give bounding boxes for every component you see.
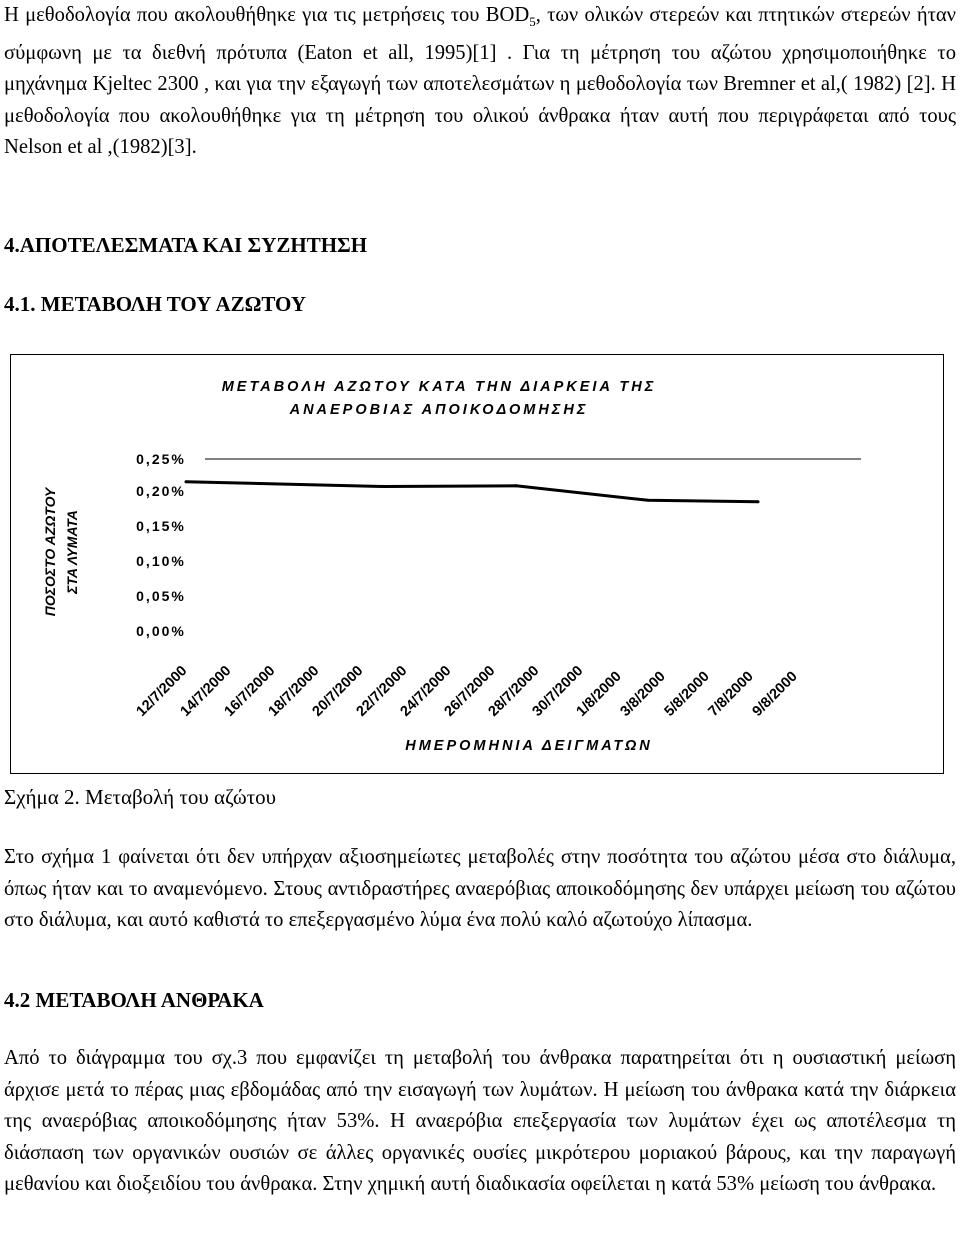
section-heading: 4.ΑΠΟΤΕΛΕΣΜΑΤΑ ΚΑΙ ΣΥΖΗΤΗΣΗ [4, 233, 368, 257]
data-point [757, 500, 760, 503]
x-tick-label: 24/7/2000 [397, 662, 455, 720]
y-tick-label: 0,05% [136, 588, 186, 604]
carbon-paragraph: Από το διάγραμμα του σχ.3 που εμφανίζει τη μεταβολή του άνθρακα παρατηρείται ότι η ουσιαστική μείωση άρχισε μετά το πέρας μιας εβδομάδας από την εισαγωγή των λυμάτων. Η μείωση του άνθρακα κατά την διάρκεια της αναερόβιας αποικοδόμησης ήταν 53%. Η αναερόβια επεξεργασία των λυμάτων έχει ως αποτέλεσμα τη διάσπαση των οργανικών ουσιών σε άλλες οργανικές ουσίες μικρότερου μοριακού βάρους, και την παραγωγή μεθανίου και διοξειδίου του άνθρακα. Στην χημική αυτή διαδικασία οφείλεται η κατά 53% μείωση του άνθρακα. [4, 1047, 956, 1195]
x-tick-label: 18/7/2000 [265, 662, 323, 720]
x-tick-label: 20/7/2000 [309, 662, 367, 720]
intro-paragraph [4, 0, 956, 164]
chart-svg [11, 355, 943, 773]
nitrogen-chart [10, 354, 944, 774]
data-point [647, 499, 650, 502]
intro-text-before: Η μεθοδολογία που ακολουθήθηκε για τις μετρήσεις του BOD [4, 4, 530, 26]
y-tick-label: 0,00% [136, 623, 186, 639]
y-tick-label: 0,25% [136, 451, 186, 467]
nitrogen-series-line [186, 482, 758, 502]
x-tick-label: 1/8/2000 [573, 668, 625, 720]
x-tick-label: 30/7/2000 [529, 662, 587, 720]
y-axis-label-line2: ΣΤΑ ΛΥΜΑΤΑ [64, 510, 80, 594]
x-tick-label: 22/7/2000 [353, 662, 411, 720]
x-tick-label: 5/8/2000 [661, 668, 713, 720]
chart-title-line2: ΑΝΑΕΡΟΒΙΑΣ ΑΠΟΙΚΟΔΟΜΗΣΗΣ [289, 402, 589, 418]
x-axis-label: ΗΜΕΡΟΜΗΝΙΑ ΔΕΙΓΜΑΤΩΝ [405, 738, 653, 754]
x-tick-label: 16/7/2000 [221, 662, 279, 720]
subsection-2-heading: 4.2 ΜΕΤΑΒΟΛΗ ΑΝΘΡΑΚΑ [4, 988, 264, 1012]
bod-subscript: 5 [529, 14, 536, 30]
figure-caption: Σχήμα 2. Μεταβολή του αζώτου [4, 785, 277, 809]
data-point [515, 484, 518, 487]
data-point [383, 485, 386, 488]
x-tick-label: 7/8/2000 [705, 668, 757, 720]
x-tick-label: 12/7/2000 [133, 662, 191, 720]
x-tick-label: 28/7/2000 [485, 662, 543, 720]
intro-text-after: , των ολικών στερεών και πτητικών στερεών ήταν σύμφωνη με τα διεθνή πρότυπα (Eaton et all, 1995)[1] . Για τη μέτρηση του αζώτου χρησιμοποιήθηκε το μηχάνημα Kjeltec 2300 , και για την εξαγωγή των αποτελεσμάτων η μεθοδολογία των Bremner et al,( 1982) [2]. Η μεθοδολογία που ακολουθήθηκε για τη μέτρηση του ολικού άνθρακα ήταν αυτή που περιγράφεται από τους Nelson et al ,(1982)[3]. [4, 4, 956, 159]
nitrogen-paragraph: Στο σχήμα 1 φαίνεται ότι δεν υπήρχαν αξιοσημείωτες μεταβολές στην ποσότητα του αζώτου μέσα στο διάλυμα, όπως ήταν και το αναμενόμενο. Στους αντιδραστήρες αναερόβιας αποικοδόμησης δεν υπάρχει μείωση του αζώτου στο διάλυμα, και αυτό καθιστά το επεξεργασμένο λύμα ένα πολύ καλό αζωτούχο λίπασμα. [4, 846, 956, 931]
y-tick-label: 0,15% [136, 518, 186, 534]
chart-title-line1: ΜΕΤΑΒΟΛΗ ΑΖΩΤΟΥ ΚΑΤΑ ΤΗΝ ΔΙΑΡΚΕΙΑ ΤΗΣ [221, 379, 657, 395]
y-axis-label [42, 486, 80, 616]
y-tick-label: 0,20% [136, 483, 186, 499]
x-tick-label: 9/8/2000 [749, 668, 801, 720]
y-tick-label: 0,10% [136, 553, 186, 569]
x-tick-labels [134, 663, 801, 720]
data-point [185, 480, 188, 483]
y-tick-labels [136, 451, 186, 639]
x-tick-label: 26/7/2000 [441, 662, 499, 720]
subsection-1-heading: 4.1. ΜΕΤΑΒΟΛΗ ΤΟΥ ΑΖΩΤΟΥ [4, 292, 307, 316]
x-tick-label: 14/7/2000 [177, 662, 235, 720]
x-tick-label: 3/8/2000 [617, 668, 669, 720]
y-axis-label-line1: ΠΟΣΟΣΤΟ ΑΖΩΤΟΥ [42, 487, 58, 617]
